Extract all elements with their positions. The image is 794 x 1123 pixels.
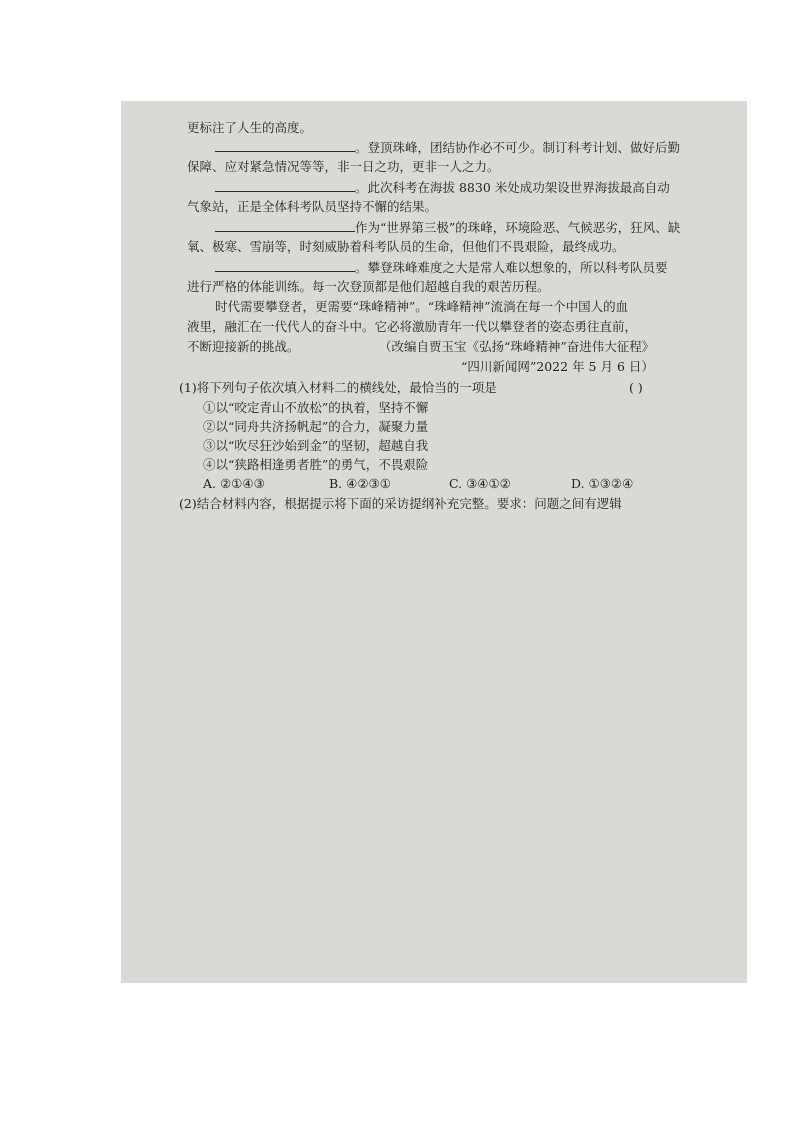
- text-line: 。登顶珠峰，团结协作必不可少。制订科考计划、做好后勤: [215, 139, 680, 156]
- text-line: 不断迎接新的挑战。: [187, 339, 300, 354]
- fill-blank: [215, 139, 355, 152]
- question-2-stem: (2)结合材料内容，根据提示将下面的采访提纲补充完整。要求：问题之间有逻辑: [179, 496, 622, 511]
- option-sentence: ②以“同舟共济扬帆起”的合力，凝聚力量: [203, 419, 429, 434]
- choice-d: D. ①③②④: [571, 476, 634, 491]
- text-line: 保障、应对紧急情况等等，非一日之功，更非一人之力。: [187, 159, 500, 174]
- question-1-stem: (1)将下列句子依次填入材料二的横线处，最恰当的一项是: [179, 380, 497, 395]
- exam-page: [121, 101, 747, 983]
- text-line: 作为“世界第三极”的珠峰，环境险恶、气候恶劣，狂风、缺: [215, 219, 680, 236]
- text-line: 。攀登珠峰难度之大是常人难以想象的，所以科考队员要: [215, 259, 668, 276]
- text-line: 。此次科考在海拔 8830 米处成功架设世界海拔最高自动: [215, 179, 670, 196]
- source-citation: （改编自贾玉宝《弘扬“珠峰精神”奋进伟大征程》: [379, 339, 655, 354]
- text-line: 时代需要攀登者，更需要“珠峰精神”。“珠峰精神”流淌在每一个中国人的血: [215, 299, 629, 314]
- option-sentence: ③以“吹尽狂沙始到金”的坚韧，超越自我: [203, 438, 429, 453]
- text-line: 进行严格的体能训练。每一次登顶都是他们超越自我的艰苦历程。: [187, 279, 550, 294]
- fill-blank: [215, 179, 355, 192]
- choice-a: A. ②①④③: [203, 476, 265, 491]
- fill-blank: [215, 219, 355, 232]
- fill-blank: [215, 259, 355, 272]
- source-citation: “四川新闻网”2022 年 5 月 6 日）: [461, 359, 654, 374]
- option-sentence: ④以“狭路相逢勇者胜”的勇气，不畏艰险: [203, 457, 429, 472]
- choice-c: C. ③④①②: [449, 476, 511, 491]
- text-line: 氧、极寒、雪崩等，时刻威胁着科考队员的生命，但他们不畏艰险，最终成功。: [187, 239, 625, 254]
- choice-b: B. ④②③①: [329, 476, 391, 491]
- text-line: 液里，融汇在一代代人的奋斗中。它必将激励青年一代以攀登者的姿态勇往直前，: [187, 319, 638, 334]
- option-sentence: ①以“咬定青山不放松”的执着，坚持不懈: [203, 400, 429, 415]
- answer-paren: ( ): [629, 380, 643, 395]
- text-line: 气象站，正是全体科考队员坚持不懈的结果。: [187, 199, 438, 214]
- text-line: 更标注了人生的高度。: [187, 120, 313, 135]
